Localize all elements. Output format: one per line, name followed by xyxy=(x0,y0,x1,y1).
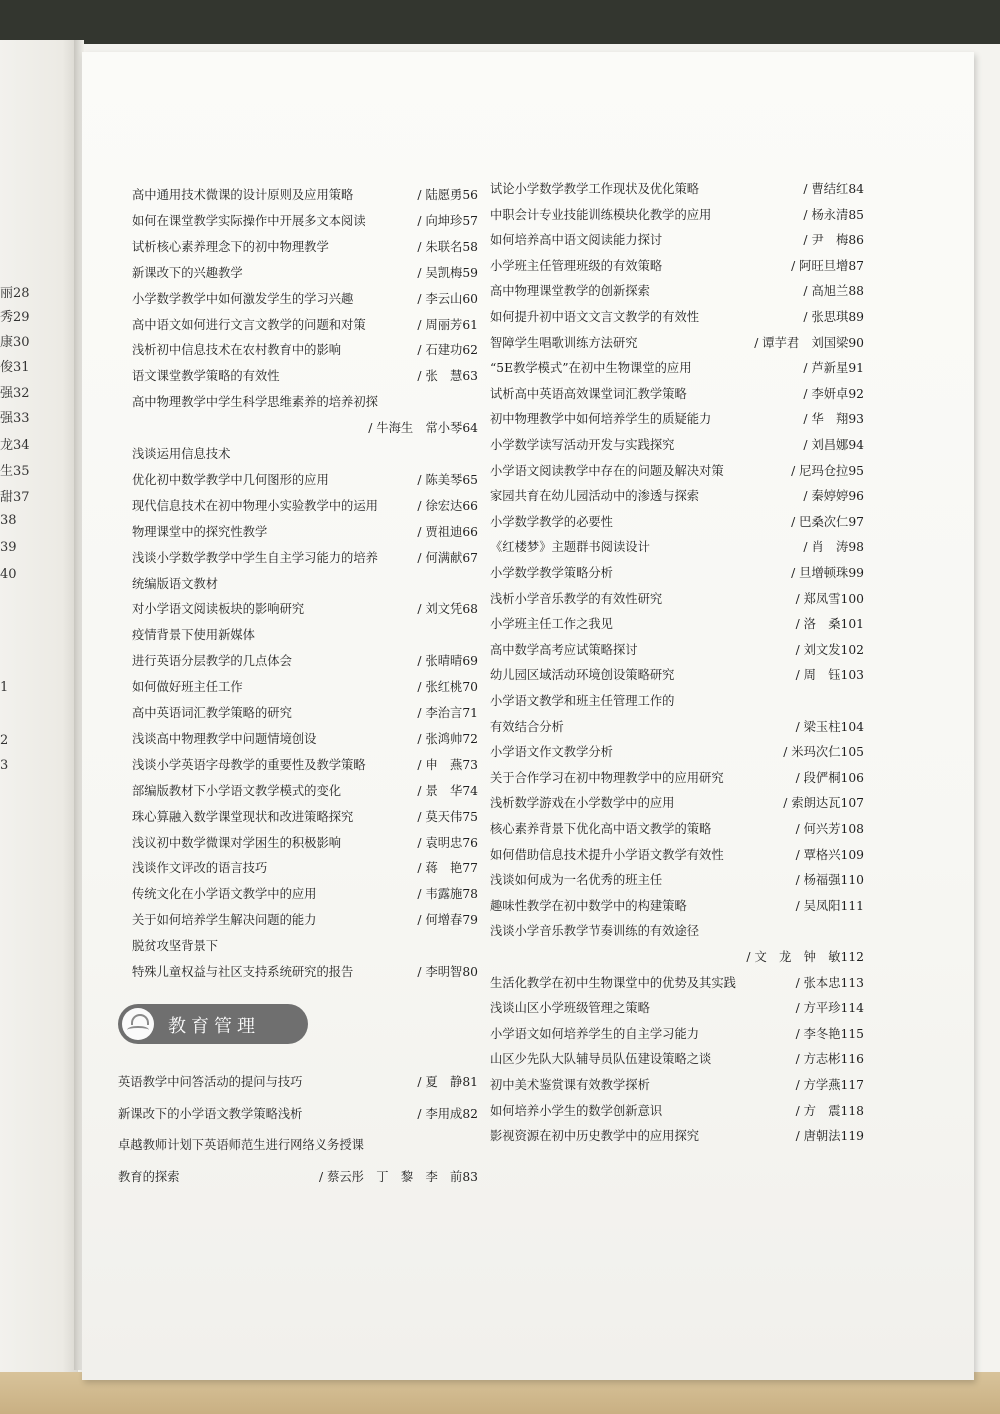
section-title: 教育管理 xyxy=(168,1016,260,1037)
toc-entry xyxy=(490,692,864,710)
entry-author-page: / 高旭兰88 xyxy=(803,284,864,299)
entry-author-page: / 旦增顿珠99 xyxy=(791,566,864,580)
toc-entry xyxy=(132,963,478,981)
entry-author-page: / 韦露施78 xyxy=(417,887,478,902)
entry-author-page: / 刘文发102 xyxy=(795,642,864,657)
entry-title: 浅谈作文评改的语言技巧 xyxy=(132,861,268,876)
entry-title: 高中物理教学中学生科学思维素养的培养初探 xyxy=(132,395,378,410)
entry-author-page: / 文 龙 钟 敏112 xyxy=(746,950,864,964)
toc-entry xyxy=(490,564,864,582)
entry-author-page: / 唐朝法119 xyxy=(795,1129,864,1144)
entry-title: 高中英语词汇教学策略的研究 xyxy=(132,706,292,720)
entry-title: 智障学生唱歌训练方法研究 xyxy=(490,335,638,350)
toc-entry xyxy=(490,206,864,224)
entry-author-page: / 李治言71 xyxy=(417,706,478,720)
previous-page-number: 秀29 xyxy=(0,310,30,325)
toc-entry xyxy=(132,212,478,230)
toc-entry xyxy=(490,743,864,761)
toc-entry xyxy=(490,590,864,608)
entry-author-page: / 张鸿帅72 xyxy=(417,731,478,746)
previous-page-number: 40 xyxy=(0,567,17,582)
previous-page-number: 38 xyxy=(0,513,17,528)
entry-author-page: / 秦婷婷96 xyxy=(803,489,864,504)
entry-title: 浅谈小学数学教学中学生自主学习能力的培养 xyxy=(132,550,378,565)
section-header-education-management xyxy=(118,1004,308,1044)
entry-author-page: / 杨福强110 xyxy=(795,873,864,888)
entry-title: 英语教学中问答活动的提问与技巧 xyxy=(118,1075,303,1089)
entry-author-page: / 米玛次仁105 xyxy=(783,745,864,760)
previous-page-number: 1 xyxy=(0,680,9,695)
entry-author-page: / 方 震118 xyxy=(795,1103,864,1118)
entry-title: 物理课堂中的探究性教学 xyxy=(132,524,268,539)
toc-entry xyxy=(132,393,478,411)
entry-title: 浅谈运用信息技术 xyxy=(132,447,231,461)
entry-author-page: / 曹结红84 xyxy=(803,182,864,196)
toc-entry xyxy=(490,1076,864,1094)
toc-entry xyxy=(490,1025,864,1043)
entry-author-page: / 张思琪89 xyxy=(803,310,864,324)
entry-title: 初中美术鉴赏课有效教学探析 xyxy=(490,1078,650,1092)
toc-entry xyxy=(118,1168,478,1186)
entry-author-page: / 申 燕73 xyxy=(417,757,478,772)
entry-title: 如何借助信息技术提升小学语文教学有效性 xyxy=(490,847,724,862)
entry-title: 如何做好班主任工作 xyxy=(132,680,243,695)
entry-author-page: / 李用成82 xyxy=(417,1106,478,1121)
toc-entry xyxy=(132,652,478,670)
entry-author-page: / 陈美琴65 xyxy=(417,472,478,487)
entry-title: 如何提升初中语文文言文教学的有效性 xyxy=(490,310,700,324)
toc-entry xyxy=(132,626,478,644)
entry-title: 浅析初中信息技术在农村教育中的影响 xyxy=(132,343,342,358)
toc-entry xyxy=(490,257,864,275)
toc-entry xyxy=(132,445,478,463)
toc-entry xyxy=(132,937,478,955)
previous-page-number: 2 xyxy=(0,733,9,748)
entry-title: 试析高中英语高效课堂词汇教学策略 xyxy=(490,386,687,401)
entry-title: 浅析数学游戏在小学数学中的应用 xyxy=(490,796,675,811)
entry-title: 小学语文阅读教学中存在的问题及解决对策 xyxy=(490,463,724,478)
entry-title: 卓越教师计划下英语师范生进行网络义务授课 xyxy=(118,1138,364,1152)
toc-entry xyxy=(490,231,864,249)
previous-page-number: 康30 xyxy=(0,335,30,350)
toc-entry xyxy=(132,264,478,282)
entry-title: 如何在课堂教学实际操作中开展多文本阅读 xyxy=(132,213,366,228)
toc-entry xyxy=(118,1073,478,1091)
toc-entry xyxy=(132,549,478,567)
toc-entry xyxy=(132,911,478,929)
toc-entry xyxy=(490,1050,864,1068)
toc-entry xyxy=(490,794,864,812)
toc-entry xyxy=(132,859,478,877)
entry-author-page: / 索朗达瓦107 xyxy=(783,796,864,811)
toc-entry xyxy=(132,497,478,515)
entry-author-page: / 刘昌娜94 xyxy=(803,438,864,452)
entry-title: 核心素养背景下优化高中语文教学的策略 xyxy=(490,822,712,836)
toc-entry xyxy=(490,666,864,684)
toc-entry xyxy=(132,730,478,748)
entry-author-page: / 洛 桑101 xyxy=(795,617,864,632)
entry-title: 《红楼梦》主题群书阅读设计 xyxy=(490,540,650,555)
entry-title: “5E教学模式”在初中生物课堂的应用 xyxy=(490,361,692,376)
entry-title: 小学数学教学策略分析 xyxy=(490,566,613,580)
entry-title: 小学班主任管理班级的有效策略 xyxy=(490,258,663,273)
entry-author-page: / 吴凯梅59 xyxy=(417,265,478,280)
entry-title: 优化初中数学教学中几何图形的应用 xyxy=(132,472,329,487)
toc-entry xyxy=(490,513,864,531)
entry-title: 有效结合分析 xyxy=(490,719,564,734)
entry-author-page: / 吴凤阳111 xyxy=(795,898,864,913)
toc-entry xyxy=(132,704,478,722)
toc-entry xyxy=(132,885,478,903)
entry-title: 新课改下的兴趣教学 xyxy=(132,265,243,280)
entry-title: 进行英语分层教学的几点体会 xyxy=(132,654,292,669)
toc-entry xyxy=(132,471,478,489)
entry-title: 特殊儿童权益与社区支持系统研究的报告 xyxy=(132,965,354,979)
previous-page-number: 甜37 xyxy=(0,490,30,505)
toc-entry xyxy=(490,897,864,915)
entry-title: 初中物理教学中如何培养学生的质疑能力 xyxy=(490,412,712,427)
toc-entry xyxy=(132,600,478,618)
entry-title: 试论小学数学教学工作现状及优化策略 xyxy=(490,182,700,196)
entry-title: 高中通用技术微课的设计原则及应用策略 xyxy=(132,188,354,202)
toc-entry xyxy=(490,410,864,428)
toc-entry xyxy=(132,290,478,308)
entry-author-page: / 周丽芳61 xyxy=(417,317,478,332)
entry-title: 生活化教学在初中生物课堂中的优势及其实践 xyxy=(490,975,736,990)
toc-entry xyxy=(132,419,478,437)
entry-title: 关于合作学习在初中物理教学中的应用研究 xyxy=(490,770,724,785)
toc-entry xyxy=(490,871,864,889)
entry-author-page: / 李云山60 xyxy=(417,291,478,306)
entry-title: 高中数学高考应试策略探讨 xyxy=(490,642,638,657)
entry-author-page: / 刘文凭68 xyxy=(417,602,478,617)
toc-entry xyxy=(118,1136,478,1154)
entry-title: 关于如何培养学生解决问题的能力 xyxy=(132,913,317,928)
entry-author-page: / 尹 梅86 xyxy=(803,233,864,248)
entry-author-page: / 梁玉柱104 xyxy=(795,719,864,734)
entry-author-page: / 何兴芳108 xyxy=(795,822,864,836)
toc-entry xyxy=(490,462,864,480)
background-wall xyxy=(0,0,1000,44)
entry-title: 珠心算融入数学课堂现状和改进策略探究 xyxy=(132,809,354,824)
entry-title: 对小学语文阅读板块的影响研究 xyxy=(132,602,305,617)
entry-author-page: / 向坤珍57 xyxy=(417,213,478,228)
entry-author-page: / 谭芋君 刘国梁90 xyxy=(754,335,864,350)
toc-entry xyxy=(132,523,478,541)
entry-title: 疫情背景下使用新媒体 xyxy=(132,628,255,643)
toc-entry xyxy=(490,641,864,659)
entry-author-page: / 李冬艳115 xyxy=(795,1026,864,1041)
entry-title: 小学数学教学中如何激发学生的学习兴趣 xyxy=(132,291,354,306)
entry-author-page: / 莫天伟75 xyxy=(417,809,478,824)
toc-entry xyxy=(490,820,864,838)
toc-entry xyxy=(132,238,478,256)
book-sun-icon xyxy=(122,1008,154,1040)
entry-title: 浅议初中数学微课对学困生的积极影响 xyxy=(132,835,342,850)
entry-author-page: / 袁明忠76 xyxy=(417,835,478,850)
toc-entry xyxy=(490,922,864,940)
toc-entry xyxy=(132,678,478,696)
entry-title: 浅谈如何成为一名优秀的班主任 xyxy=(490,873,663,888)
entry-title: 浅谈高中物理教学中问题情境创设 xyxy=(132,731,317,746)
entry-title: 小学数学教学的必要性 xyxy=(490,514,613,529)
entry-author-page: / 张晴晴69 xyxy=(417,654,478,669)
toc-entry xyxy=(132,782,478,800)
toc-entry xyxy=(132,808,478,826)
entry-title: 小学班主任工作之我见 xyxy=(490,617,613,632)
toc-entry xyxy=(490,846,864,864)
entry-title: 浅谈小学音乐教学节奏训练的有效途径 xyxy=(490,924,700,939)
entry-title: 语文课堂教学策略的有效性 xyxy=(132,369,280,384)
toc-entry xyxy=(490,180,864,198)
entry-author-page: / 何增春79 xyxy=(417,913,478,928)
entry-author-page: / 阿旺旦增87 xyxy=(791,258,864,273)
toc-entry xyxy=(132,756,478,774)
entry-title: 中职会计专业技能训练模块化教学的应用 xyxy=(490,207,712,222)
entry-author-page: / 芦新星91 xyxy=(803,361,864,376)
toc-entry xyxy=(132,341,478,359)
toc-entry xyxy=(132,834,478,852)
previous-page-number: 丽28 xyxy=(0,286,30,301)
entry-title: 部编版教材下小学语文教学模式的变化 xyxy=(132,783,342,798)
toc-entry xyxy=(490,1127,864,1145)
entry-author-page: / 蔡云彤 丁 黎 李 前83 xyxy=(319,1169,478,1184)
previous-page-number: 俊31 xyxy=(0,360,30,375)
previous-page-number: 3 xyxy=(0,758,9,773)
entry-title: 脱贫攻坚背景下 xyxy=(132,939,219,954)
previous-page-number: 生35 xyxy=(0,464,30,479)
entry-title: 浅析小学音乐教学的有效性研究 xyxy=(490,591,663,606)
entry-author-page: / 方平珍114 xyxy=(795,1001,864,1016)
entry-title: 小学数学读写活动开发与实践探究 xyxy=(490,438,675,452)
entry-author-page: / 贾祖迪66 xyxy=(417,524,478,539)
previous-page-number: 强33 xyxy=(0,411,30,426)
entry-title: 高中物理课堂教学的创新探索 xyxy=(490,284,650,299)
toc-entry xyxy=(490,282,864,300)
entry-title: 统编版语文教材 xyxy=(132,576,219,591)
entry-title: 试析核心素养理念下的初中物理教学 xyxy=(132,239,329,254)
entry-author-page: / 尼玛仓拉95 xyxy=(791,463,864,478)
toc-entry xyxy=(490,615,864,633)
toc-entry xyxy=(490,999,864,1017)
entry-author-page: / 覃格兴109 xyxy=(795,847,864,862)
entry-author-page: / 郑凤雪100 xyxy=(795,591,864,606)
entry-author-page: / 张红桃70 xyxy=(417,680,478,695)
entry-author-page: / 方学燕117 xyxy=(795,1078,864,1092)
toc-entry xyxy=(132,186,478,204)
toc-entry xyxy=(490,436,864,454)
entry-title: 山区少先队大队辅导员队伍建设策略之谈 xyxy=(490,1052,712,1067)
entry-title: 新课改下的小学语文教学策略浅析 xyxy=(118,1106,303,1121)
toc-entry xyxy=(132,575,478,593)
toc-entry xyxy=(490,487,864,505)
entry-author-page: / 张 慧63 xyxy=(417,369,478,384)
toc-entry xyxy=(132,316,478,334)
entry-author-page: / 张本忠113 xyxy=(795,975,864,990)
entry-author-page: / 徐宏达66 xyxy=(417,498,478,513)
entry-title: 幼儿园区域活动环境创设策略研究 xyxy=(490,668,675,683)
entry-author-page: / 朱联名58 xyxy=(417,239,478,254)
entry-title: 浅谈山区小学班级管理之策略 xyxy=(490,1001,650,1016)
entry-author-page: / 石建功62 xyxy=(417,343,478,358)
entry-title: 影视资源在初中历史教学中的应用探究 xyxy=(490,1129,700,1144)
entry-title: 小学语文作文教学分析 xyxy=(490,745,613,760)
entry-author-page: / 陆愿勇56 xyxy=(417,188,478,202)
entry-author-page: / 蒋 艳77 xyxy=(417,861,478,876)
entry-author-page: / 景 华74 xyxy=(417,783,478,798)
previous-page-number: 强32 xyxy=(0,386,30,401)
entry-title: 如何培养小学生的数学创新意识 xyxy=(490,1103,663,1118)
toc-entry xyxy=(118,1105,478,1123)
entry-author-page: / 周 钰103 xyxy=(795,668,864,683)
entry-title: 如何培养高中语文阅读能力探讨 xyxy=(490,233,663,248)
entry-author-page: / 肖 涛98 xyxy=(803,540,864,555)
toc-entry xyxy=(490,334,864,352)
entry-author-page: / 夏 静81 xyxy=(417,1075,478,1089)
toc-entry xyxy=(490,385,864,403)
entry-title: 传统文化在小学语文教学中的应用 xyxy=(132,887,317,902)
toc-entry xyxy=(490,948,864,966)
entry-author-page: / 方志彬116 xyxy=(795,1052,864,1067)
toc-entry xyxy=(490,359,864,377)
previous-page-edge xyxy=(0,40,78,1380)
entry-title: 教育的探索 xyxy=(118,1169,180,1184)
entry-author-page: / 李妍卓92 xyxy=(803,386,864,401)
toc-entry xyxy=(490,974,864,992)
previous-page-number: 39 xyxy=(0,540,17,555)
entry-author-page: / 段俨桐106 xyxy=(795,770,864,785)
entry-author-page: / 华 翔93 xyxy=(803,412,864,427)
toc-entry xyxy=(132,367,478,385)
entry-author-page: / 巴桑次仁97 xyxy=(791,514,864,529)
previous-page-number: 龙34 xyxy=(0,438,30,453)
entry-title: 浅谈小学英语字母教学的重要性及教学策略 xyxy=(132,757,366,772)
entry-author-page: / 牛海生 常小琴64 xyxy=(368,421,478,436)
entry-title: 现代信息技术在初中物理小实验教学中的运用 xyxy=(132,498,378,513)
entry-title: 趣味性教学在初中数学中的构建策略 xyxy=(490,898,687,913)
toc-entry xyxy=(490,308,864,326)
entry-author-page: / 何满献67 xyxy=(417,550,478,565)
entry-title: 小学语文教学和班主任管理工作的 xyxy=(490,694,675,708)
entry-title: 小学语文如何培养学生的自主学习能力 xyxy=(490,1026,700,1041)
toc-entry xyxy=(490,538,864,556)
entry-title: 高中语文如何进行文言文教学的问题和对策 xyxy=(132,317,366,332)
toc-entry xyxy=(490,718,864,736)
entry-author-page: / 杨永清85 xyxy=(803,207,864,222)
toc-entry xyxy=(490,1102,864,1120)
toc-entry xyxy=(490,769,864,787)
entry-title: 家园共育在幼儿园活动中的渗透与探索 xyxy=(490,489,700,504)
entry-author-page: / 李明智80 xyxy=(417,965,478,979)
